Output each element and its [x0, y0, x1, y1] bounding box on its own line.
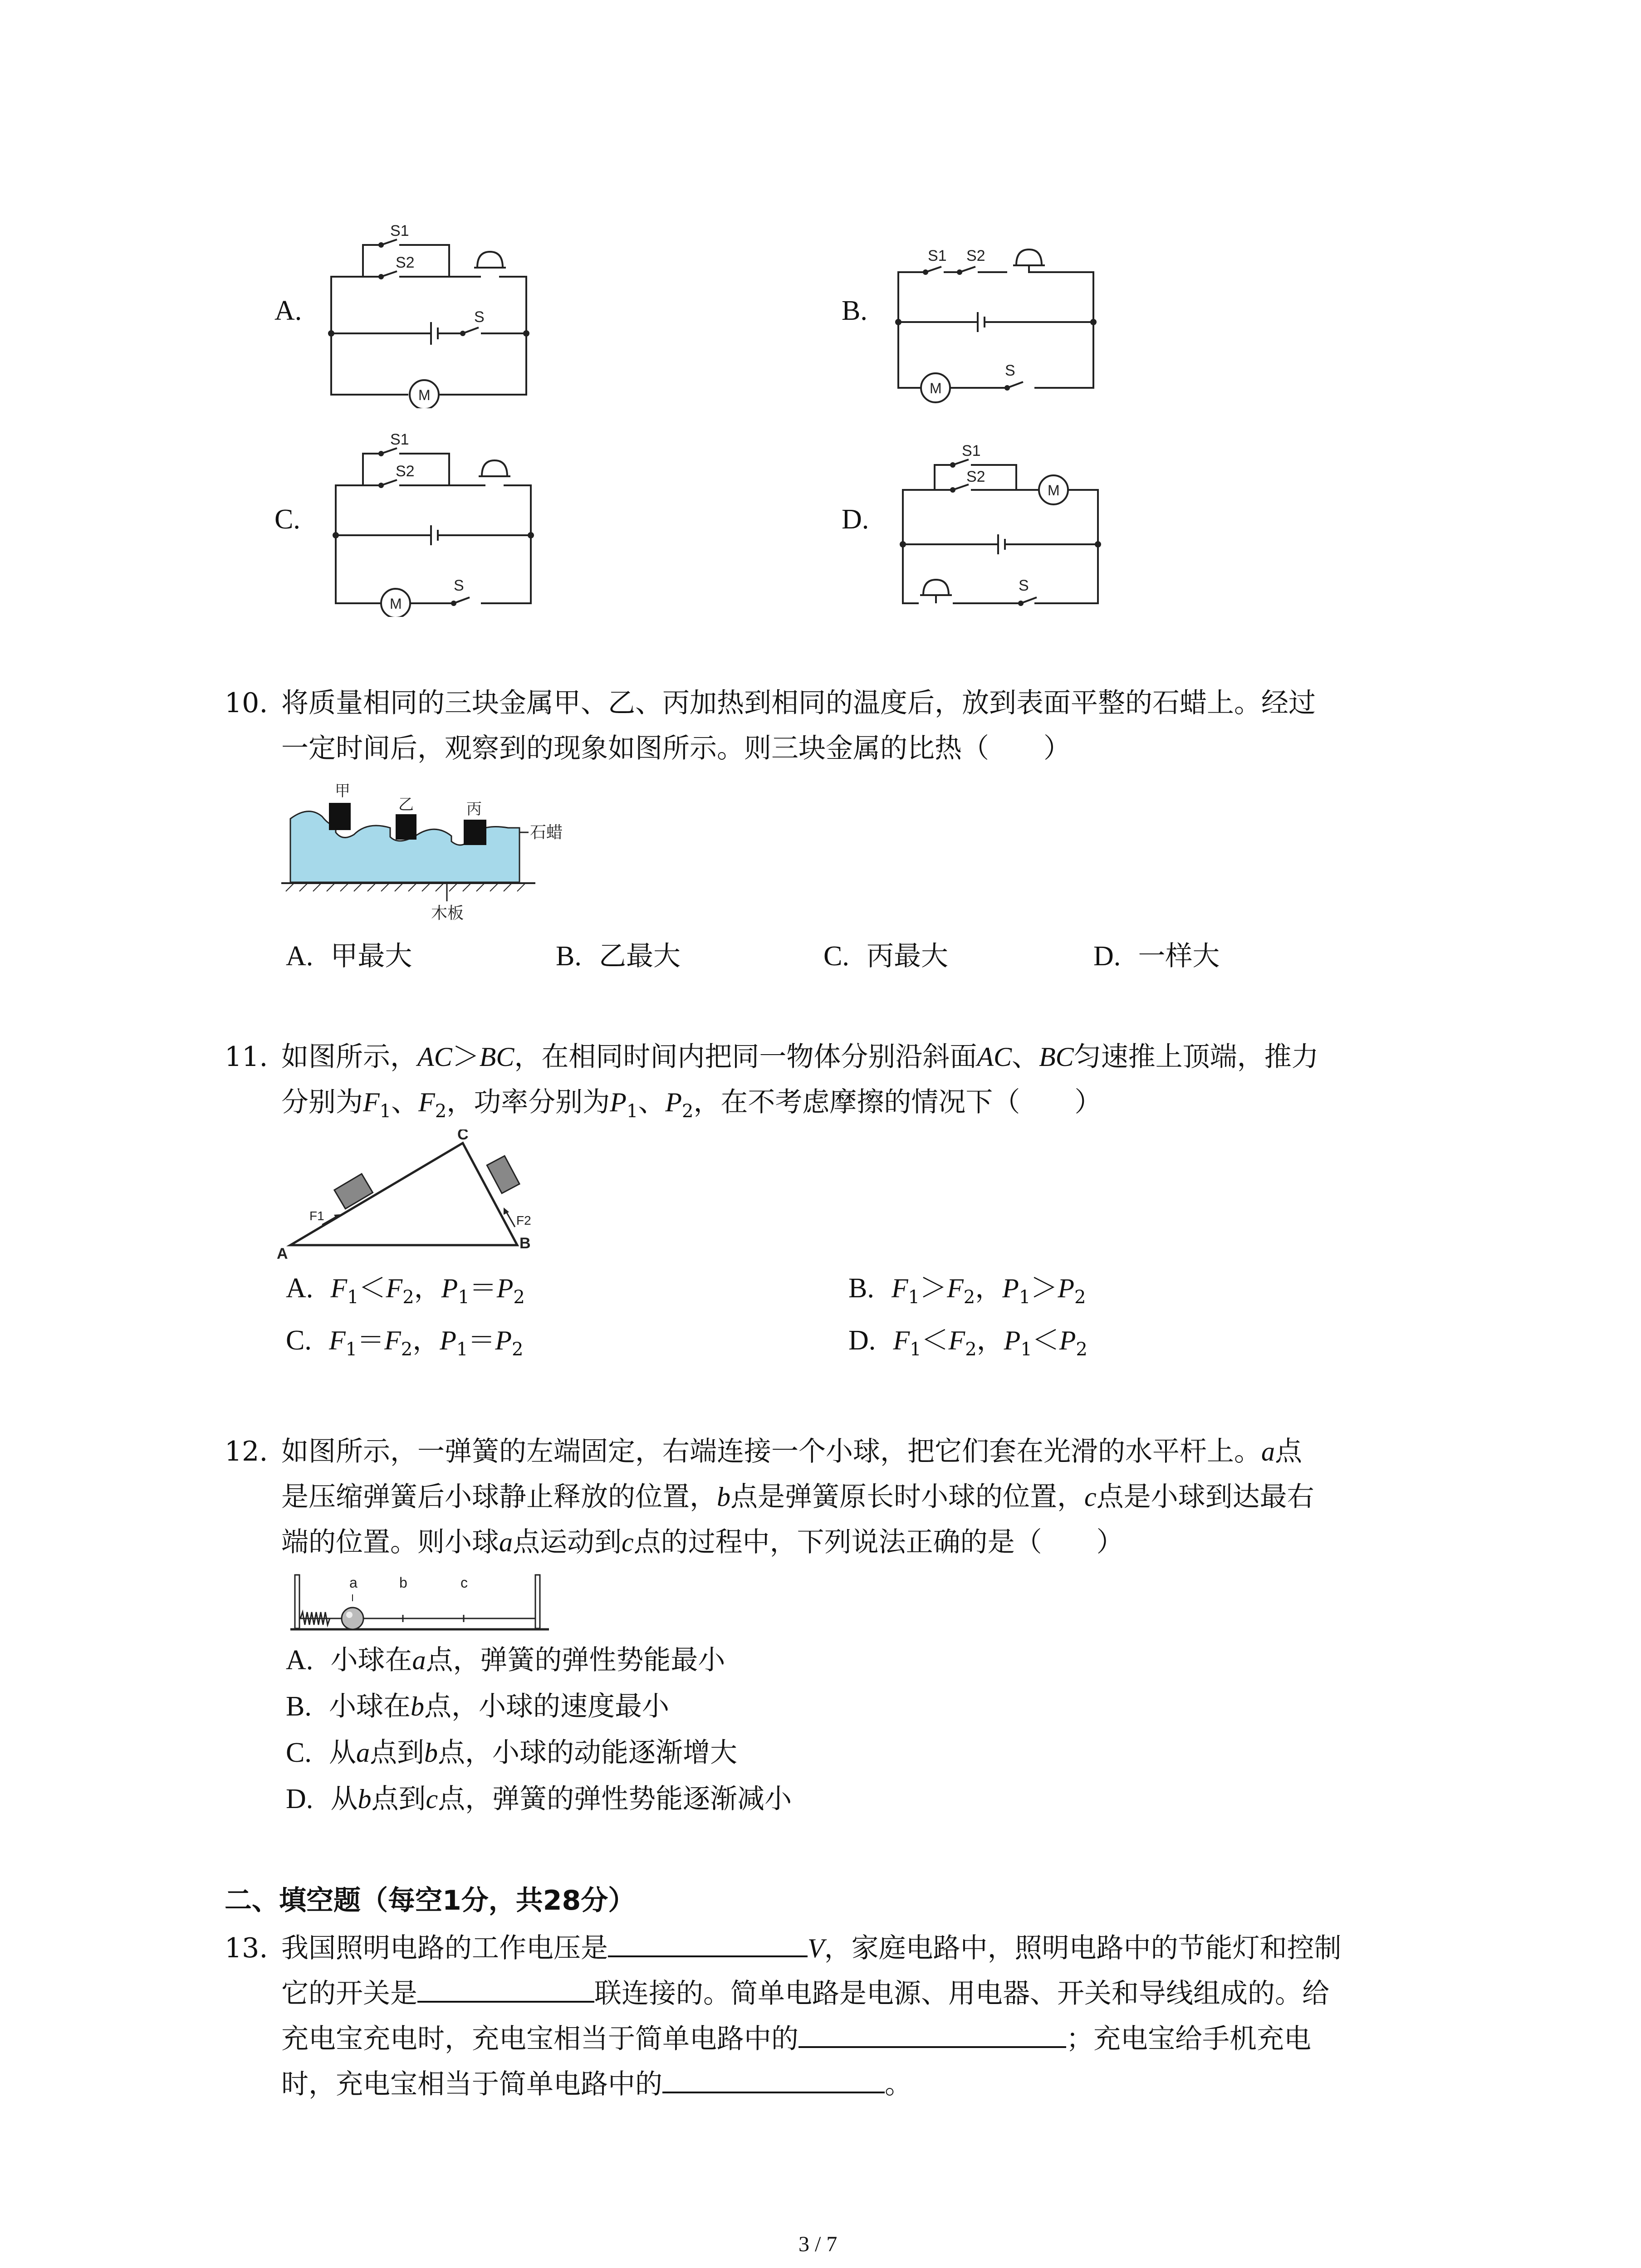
q9-d-motor: M	[1048, 482, 1060, 499]
q13-blank-2[interactable]	[417, 1974, 594, 2003]
q12-option-b: B. 小球在b点，小球的速度最小	[286, 1691, 670, 1722]
q12-line2: 是压缩弹簧后小球静止释放的位置，b点是弹簧原长时小球的位置，c点是小球到达最右	[281, 1481, 1314, 1513]
q13-blank-1[interactable]	[608, 1928, 808, 1957]
q11-option-d: D. $F_1<F_2$，$P_1<P_2$	[848, 1325, 1087, 1360]
q10-line1: 将质量相同的三块金属甲、乙、丙加热到相同的温度后，放到表面平整的石蜡上。经过	[281, 687, 1316, 719]
q10-fig-yi: 乙	[398, 796, 414, 813]
q10-option-a: A. 甲最大	[286, 940, 412, 972]
q11-fig-f1: F1	[309, 1209, 324, 1223]
q9-circuit-a-diagram	[318, 218, 544, 408]
q9-option-a-label: A.	[274, 295, 302, 326]
section-2-title: 二、填空题（每空1分，共28分）	[225, 1885, 636, 1916]
q10-wax-figure	[281, 778, 599, 928]
q9-d-s2: S2	[966, 468, 985, 485]
q9-a-s1: S1	[390, 222, 409, 240]
q9-a-motor: M	[418, 387, 431, 403]
q9-option-b-label: B.	[842, 295, 867, 326]
q9-c-s2: S2	[396, 463, 415, 480]
q9-d-s1: S1	[962, 442, 981, 459]
q11-number: 11.	[225, 1041, 268, 1073]
q11-fig-f2: F2	[516, 1213, 531, 1227]
q12-fig-c: c	[460, 1574, 468, 1591]
q10-option-c: C. 丙最大	[823, 940, 949, 972]
q10-fig-bing: 丙	[466, 801, 482, 818]
q9-a-s2: S2	[396, 254, 415, 271]
q9-b-s: S	[1005, 362, 1015, 379]
q12-option-c: C. 从a点到b点，小球的动能逐渐增大	[286, 1737, 738, 1769]
q9-a-s: S	[474, 308, 485, 326]
q9-circuit-b-diagram	[885, 231, 1112, 413]
q9-d-s: S	[1019, 577, 1029, 594]
q12-line3: 端的位置。则小球a点运动到c点的过程中，下列说法正确的是（ ）	[281, 1526, 1124, 1558]
q11-fig-b: B	[519, 1235, 531, 1252]
q12-option-a: A. 小球在a点，弹簧的弹性势能最小	[286, 1644, 725, 1676]
q9-b-s1: S1	[928, 247, 947, 264]
q9-c-motor: M	[390, 596, 402, 612]
q10-option-d: D. 一样大	[1093, 940, 1220, 972]
q11-incline-figure	[277, 1129, 558, 1261]
q13-line3: 充电宝充电时，充电宝相当于简单电路中的 ；充电宝给手机充电	[281, 2016, 1311, 2062]
q9-option-d-label: D.	[842, 504, 869, 535]
q9-b-s2: S2	[966, 247, 985, 264]
q12-line1: 如图所示，一弹簧的左端固定，右端连接一个小球，把它们套在光滑的水平杆上。a点	[281, 1436, 1302, 1467]
q10-line2: 一定时间后，观察到的现象如图所示。则三块金属的比热（ ）	[281, 733, 1071, 764]
q13-blank-3[interactable]	[798, 2019, 1066, 2048]
q10-fig-jia: 甲	[335, 782, 350, 800]
q11-option-b: B. $F_1>F_2$，$P_1>P_2$	[848, 1272, 1086, 1308]
q9-circuit-d-diagram	[885, 426, 1112, 617]
q9-circuit-c-diagram	[318, 426, 544, 617]
q11-fig-c: C	[457, 1129, 469, 1143]
q10-fig-board: 木板	[431, 904, 464, 922]
q13-line1: 我国照明电路的工作电压是 V，家庭电路中，照明电路中的节能灯和控制	[281, 1926, 1342, 1971]
q9-option-c-label: C.	[274, 504, 300, 535]
q12-number: 12.	[225, 1436, 268, 1467]
q11-option-a: A. $F_1<F_2$，$P_1=P_2$	[286, 1272, 525, 1308]
q13-line4: 时，充电宝相当于简单电路中的 。	[281, 2062, 912, 2107]
q9-c-s1: S1	[390, 431, 409, 448]
q13-line2: 它的开关是 联连接的。简单电路是电源、用电器、开关和导线组成的。给	[281, 1971, 1329, 2016]
q11-line2: 分别为$F_1$、$F_2$，功率分别为$P_1$、$P_2$，在不考虑摩擦的情况下（ ）	[281, 1086, 1102, 1122]
q11-fig-a: A	[277, 1245, 288, 1261]
q12-spring-figure	[281, 1569, 563, 1637]
q11-option-c: C. $F_1=F_2$，$P_1=P_2$	[286, 1325, 524, 1360]
q11-line1: 如图所示，AC＞BC，在相同时间内把同一物体分别沿斜面AC、BC匀速推上顶端，推力	[281, 1041, 1319, 1073]
q9-c-s: S	[454, 577, 464, 594]
page-number: 3 / 7	[798, 2232, 838, 2256]
q9-b-motor: M	[930, 380, 942, 396]
q13-number: 13.	[225, 1932, 268, 1964]
q12-fig-b: b	[399, 1574, 407, 1591]
q10-fig-wax: 石蜡	[530, 823, 563, 841]
q10-option-b: B. 乙最大	[556, 940, 681, 972]
q12-option-d: D. 从b点到c点，弹簧的弹性势能逐渐减小	[286, 1783, 792, 1815]
q12-fig-a: a	[349, 1574, 358, 1591]
q10-number: 10.	[225, 687, 268, 719]
q13-blank-4[interactable]	[662, 2064, 885, 2093]
